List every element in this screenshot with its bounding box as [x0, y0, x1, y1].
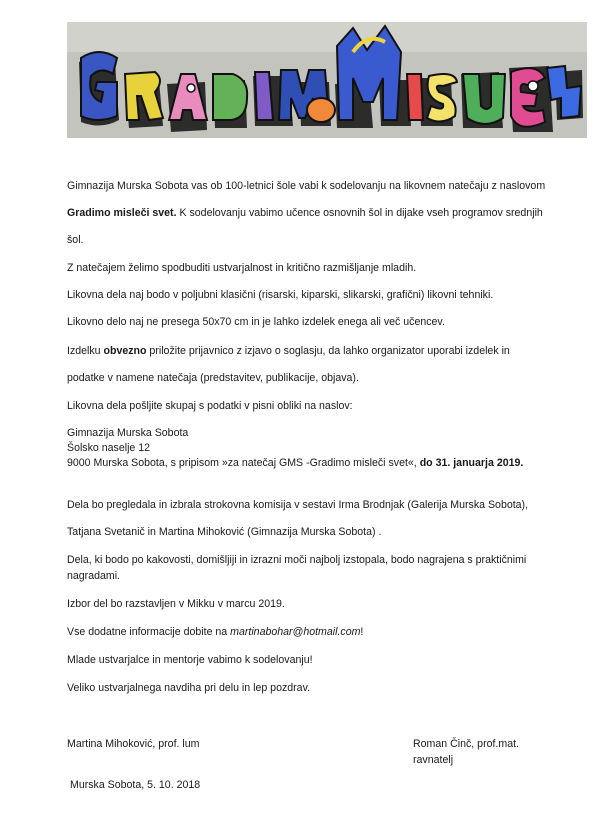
graffiti-logo-image	[67, 22, 587, 138]
application-text-c: priložite prijavnico z izjavo o soglasju, da lahko organizator uporabi izdelek in	[146, 345, 510, 357]
contact-line	[67, 626, 363, 639]
contact-text: Vse dodatne informacije dobite na	[67, 626, 231, 638]
application-text-a: Izdelku	[67, 345, 104, 357]
awards-line-2: nagradami.	[67, 570, 120, 582]
application-line	[67, 345, 510, 358]
intro-line-2-rest: K sodelovanju vabimo učence osnovnih šol in dijake vseh programov srednjih	[176, 207, 543, 219]
greeting-text: Veliko ustvarjalnega navdiha pri delu in lep pozdrav.	[67, 682, 311, 694]
address-line-3-text: 9000 Murska Sobota, s pripisom »za natečaj GMS -Gradimo misleči svet«,	[67, 457, 420, 469]
intro-line-2	[67, 207, 543, 220]
goal-text: Z natečajem želimo spodbuditi ustvarjalnost in kritično razmišljanje mladih.	[67, 262, 417, 274]
contest-title: Gradimo misleči svet.	[67, 207, 177, 219]
send-text: Likovna dela pošljite skupaj s podatki v pisni obliki na naslov:	[67, 400, 353, 412]
intro-line-3: šol.	[67, 234, 84, 246]
address-line-1: Gimnazija Murska Sobota	[67, 427, 189, 439]
address-line-2: Šolsko naselje 12	[67, 442, 151, 454]
letter-date: Murska Sobota, 5. 10. 2018	[70, 779, 201, 791]
jury-line-2: Tatjana Svetanič in Martina Mihoković (Gimnazija Murska Sobota) .	[67, 526, 382, 538]
application-line-2: podatke v namene natečaja (predstavitev, publikacije, objava).	[67, 372, 359, 384]
awards-line-1: Dela, ki bodo po kakovosti, domišljiji in izrazni moči najbolj izstopala, bodo nagrajena s praktičnimi	[67, 554, 527, 566]
intro-line: Gimnazija Murska Sobota vas ob 100-letnici šole vabi k sodelovanju na likovnem natečaju z naslovom	[67, 180, 546, 192]
invitation-text: Mlade ustvarjalce in mentorje vabimo k sodelovanju!	[67, 654, 313, 666]
size-text: Likovno delo naj ne presega 50x70 cm in je lahko izdelek enega ali več učencev.	[67, 316, 445, 328]
contact-end: !	[360, 626, 364, 638]
signature-right-role: ravnatelj	[413, 754, 454, 766]
address-line-3	[67, 457, 523, 470]
deadline: do 31. januarja 2019.	[419, 457, 524, 469]
signature-left: Martina Mihoković, prof. lum	[67, 738, 200, 750]
technique-text: Likovna dela naj bodo v poljubni klasični (risarski, kiparski, slikarski, grafični) likovni tehniki.	[67, 289, 494, 301]
obligatory-word: obvezno	[103, 345, 147, 357]
exhibition-text: Izbor del bo razstavljen v Mikku v marcu 2019.	[67, 598, 285, 610]
contact-email-link[interactable]: martinabohar@hotmail.com	[230, 626, 361, 638]
signature-right-name: Roman Činč, prof.mat.	[413, 738, 519, 750]
jury-line-1: Dela bo pregledala in izbrala strokovna komisija v sestavi Irma Brodnjak (Galerija Murska Sobota),	[67, 499, 529, 511]
graffiti-banner	[67, 22, 587, 138]
